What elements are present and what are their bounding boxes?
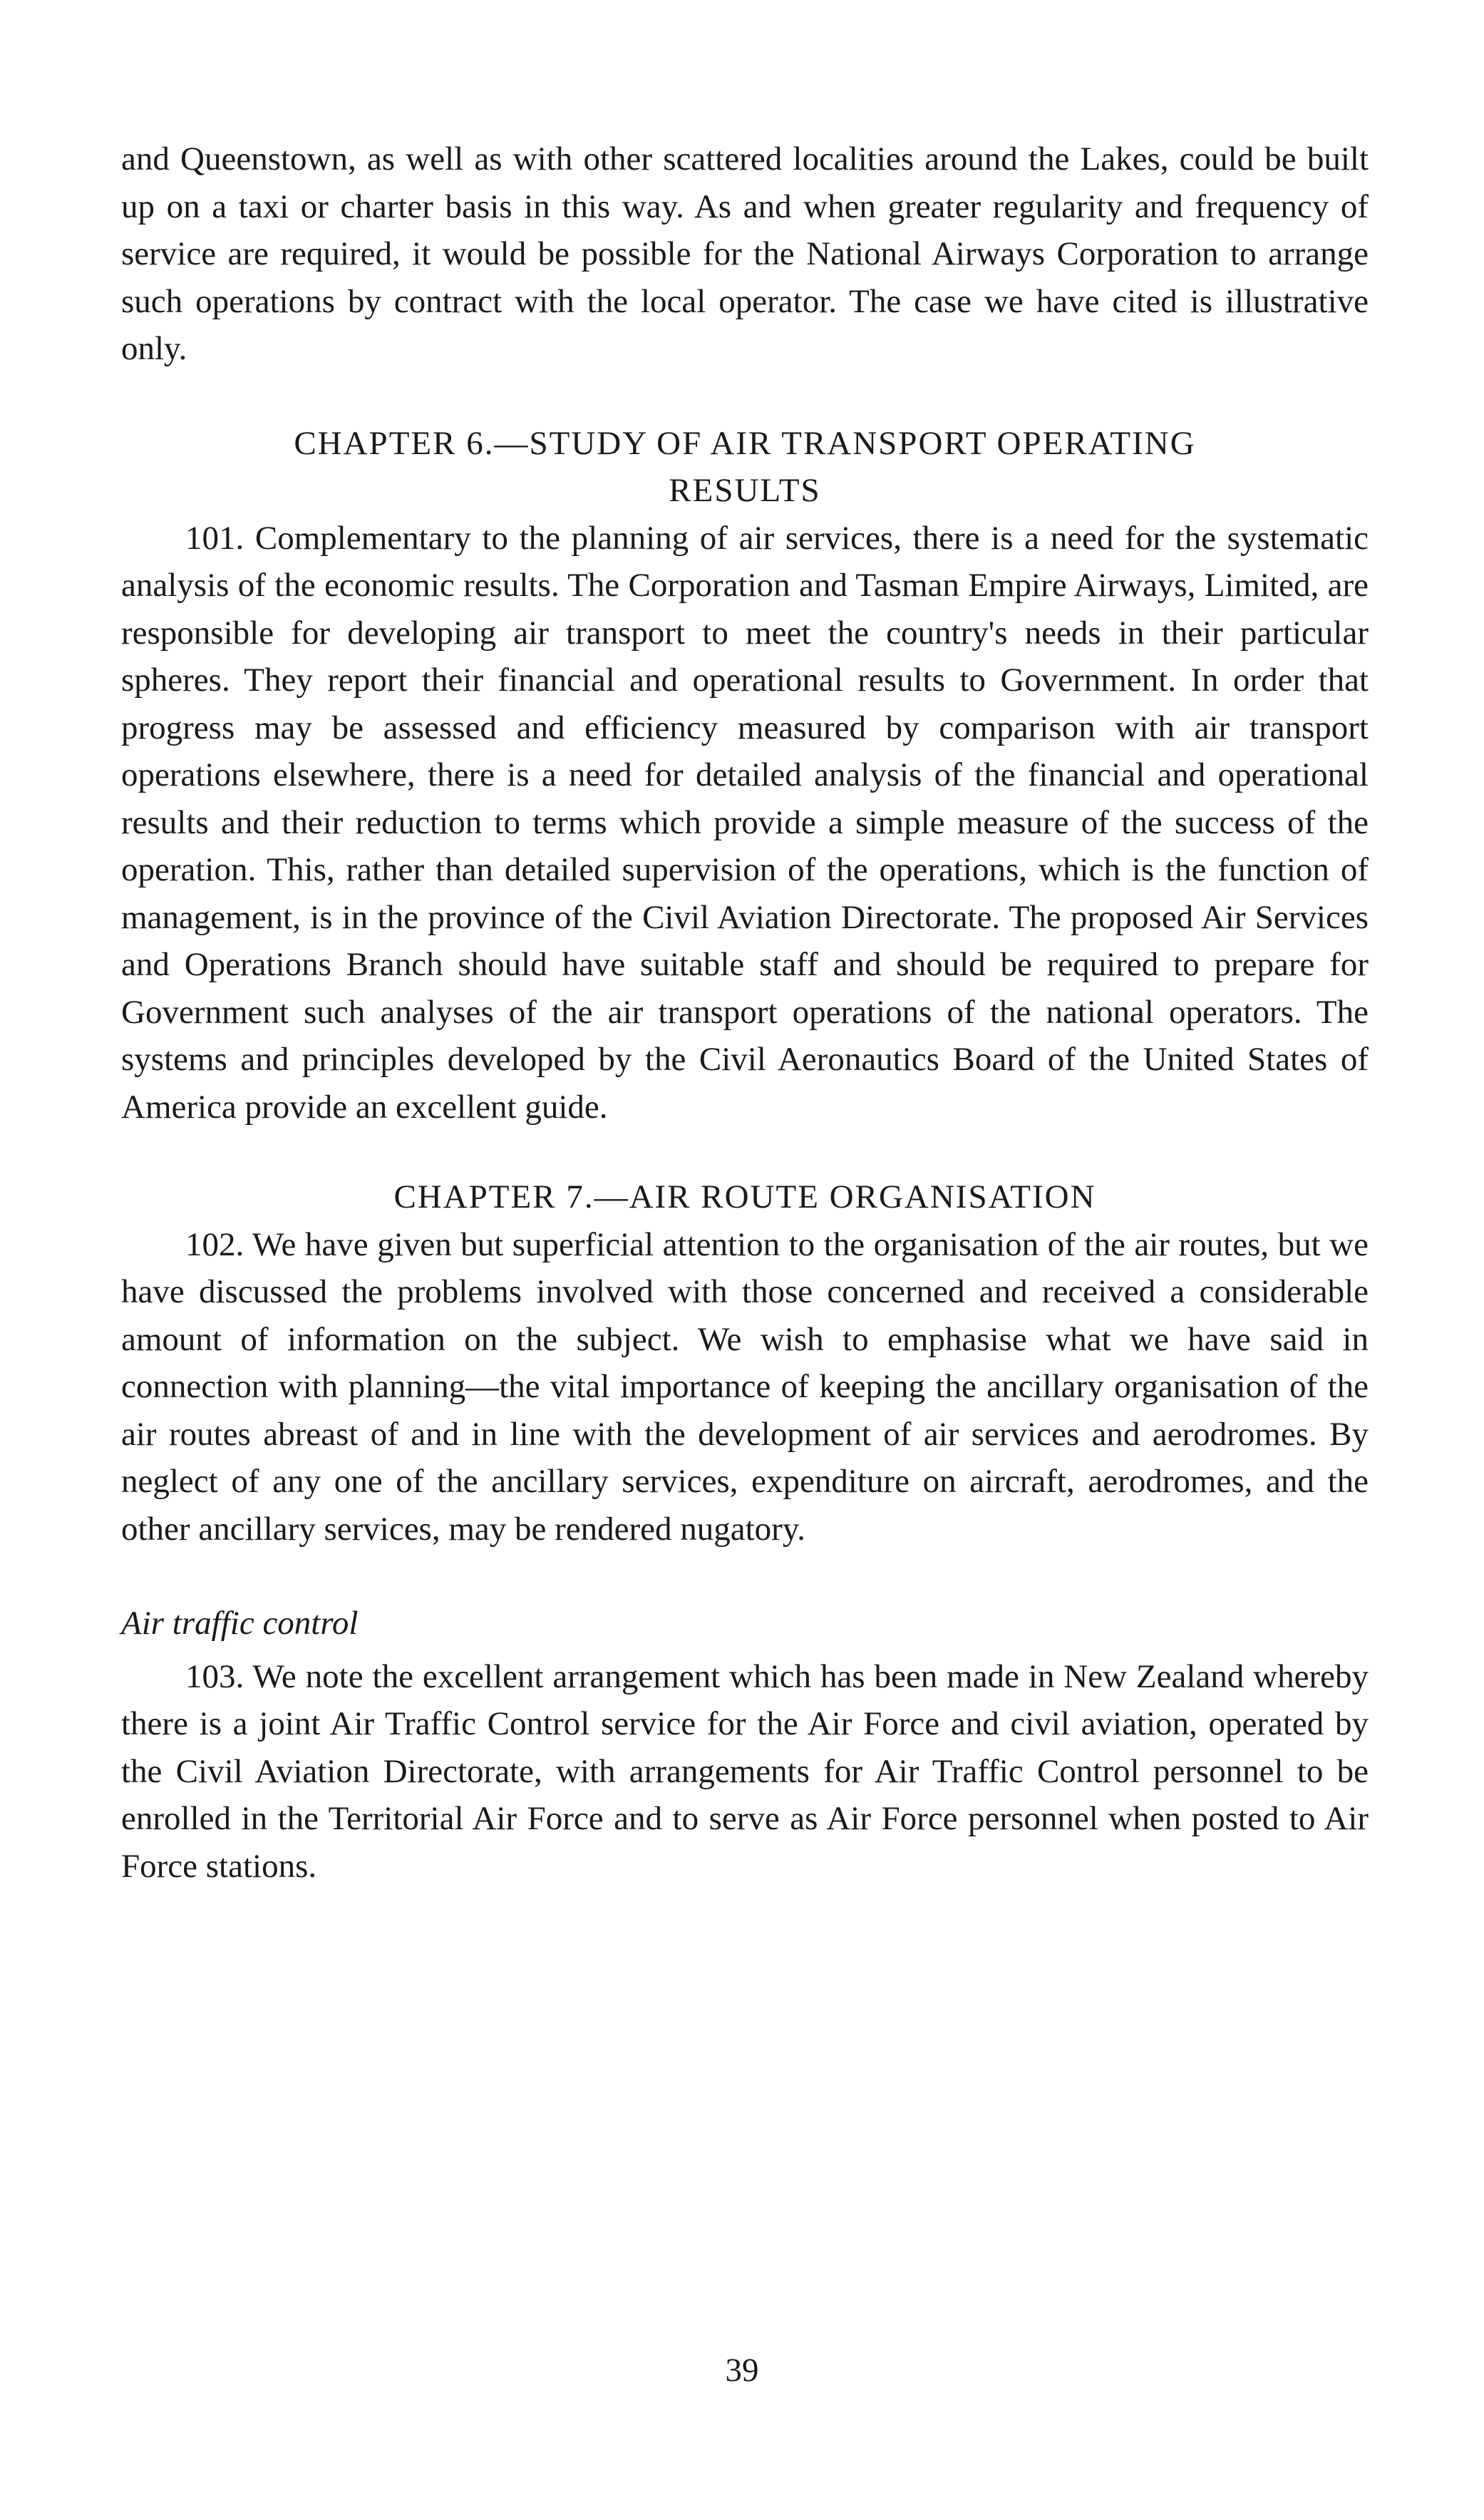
- chapter-6-heading-line2: RESULTS: [669, 472, 821, 509]
- chapter-6-heading-line1: CHAPTER 6.—STUDY OF AIR TRANSPORT OPERATING: [294, 424, 1196, 462]
- chapter-7-heading: CHAPTER 7.—AIR ROUTE ORGANISATION: [393, 1178, 1096, 1215]
- paragraph-102: 102. We have given but superficial attention to the organisation of the air routes, but we have discussed the problems involved with those concerned and received a considerable amount of information on the subject. We wish to emphasise what we have said in connection with planning—the vital importance of keeping the ancillary organisation of the air routes abreast of and in line with the development of air services and aerodromes. By neglect of any one of the ancillary services, expenditure on aircraft, aerodromes, and the other ancillary services, may be rendered nugatory.: [121, 1225, 1369, 1548]
- page-number: 39: [725, 2352, 759, 2389]
- paragraph-103: 103. We note the excellent arrangement which has been made in New Zealand whereby there is a joint Air Traffic Control service for the Air Force and civil aviation, operated by the Civil Aviation Directorate, with arrangements for Air Traffic Control personnel to be enrolled in the Territorial Air Force and to serve as Air Force personnel when posted to Air Force stations.: [121, 1657, 1369, 1885]
- air-traffic-control-subheading: Air traffic control: [121, 1605, 359, 1642]
- spacer: [121, 373, 1369, 420]
- spacer: [121, 1553, 1369, 1600]
- spacer: [121, 1131, 1369, 1173]
- paragraph-101: 101. Complementary to the planning of air services, there is a need for the systematic analysis of the economic results. The Corporation and Tasman Empire Airways, Limited, are responsible for developing air transport to meet the country's needs in their particular spheres. They report their financial and operational results to Government. In order that progress may be assessed and efficiency measured by comparison with air transport operations elsewhere, there is a need for detailed analysis of the financial and operational results and their reduction to terms which provide a simple measure of the success of the operation. This, rather than detailed supervision of the operations, which is the function of management, is in the province of the Civil Aviation Directorate. The proposed Air Services and Operations Branch should have suitable staff and should be required to prepare for Government such analyses of the air transport operations of the national operators. The systems and principles developed by the Civil Aeronautics Board of the United States of America provide an excellent guide.: [121, 519, 1369, 1126]
- document-page: [121, 135, 1369, 1890]
- spacer: [121, 1647, 1369, 1653]
- continuation-paragraph: and Queenstown, as well as with other scattered localities around the Lakes, could be built up on a taxi or charter basis in this way. As and when greater regularity and frequency of service are required, it would be possible for the National Airways Corporation to arrange such operations by contract with the local operator. The case we have cited is illustrative only.: [121, 140, 1369, 367]
- chapter-6-heading: [121, 420, 1369, 515]
